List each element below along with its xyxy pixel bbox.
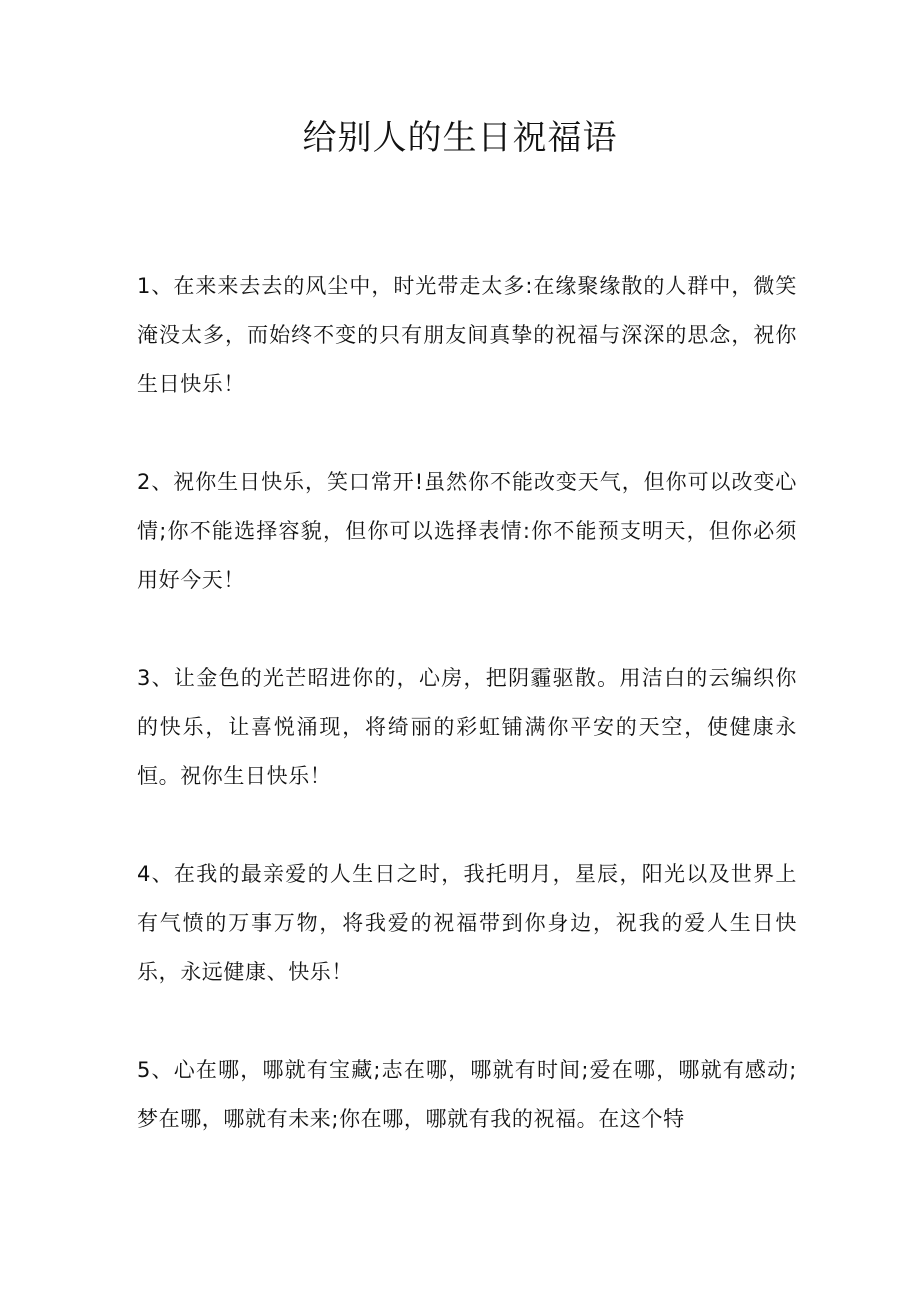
document-title: 给别人的生日祝福语 xyxy=(302,118,618,158)
paragraph-5: 5、心在哪，哪就有宝藏;志在哪，哪就有时间;爱在哪，哪就有感动;梦在哪，哪就有未来;你在哪，哪就有我的祝福。在这个特 xyxy=(137,1058,797,1131)
document-body xyxy=(137,262,797,1193)
paragraph-3: 3、让金色的光芒昭进你的，心房，把阴霾驱散。用洁白的云编织你的快乐，让喜悦涌现，将绮丽的彩虹铺满你平安的天空，使健康永恒。祝你生日快乐！ xyxy=(137,666,797,788)
paragraph-1: 1、在来来去去的风尘中，时光带走太多:在缘聚缘散的人群中，微笑淹没太多，而始终不变的只有朋友间真挚的祝福与深深的思念，祝你生日快乐！ xyxy=(137,274,797,396)
paragraph-4: 4、在我的最亲爱的人生日之时，我托明月，星辰，阳光以及世界上有气愤的万事万物，将我爱的祝福带到你身边，祝我的爱人生日快乐，永远健康、快乐！ xyxy=(137,862,797,984)
paragraph-2: 2、祝你生日快乐，笑口常开!虽然你不能改变天气，但你可以改变心情;你不能选择容貌，但你可以选择表情:你不能预支明天，但你必须用好今天！ xyxy=(137,470,797,592)
